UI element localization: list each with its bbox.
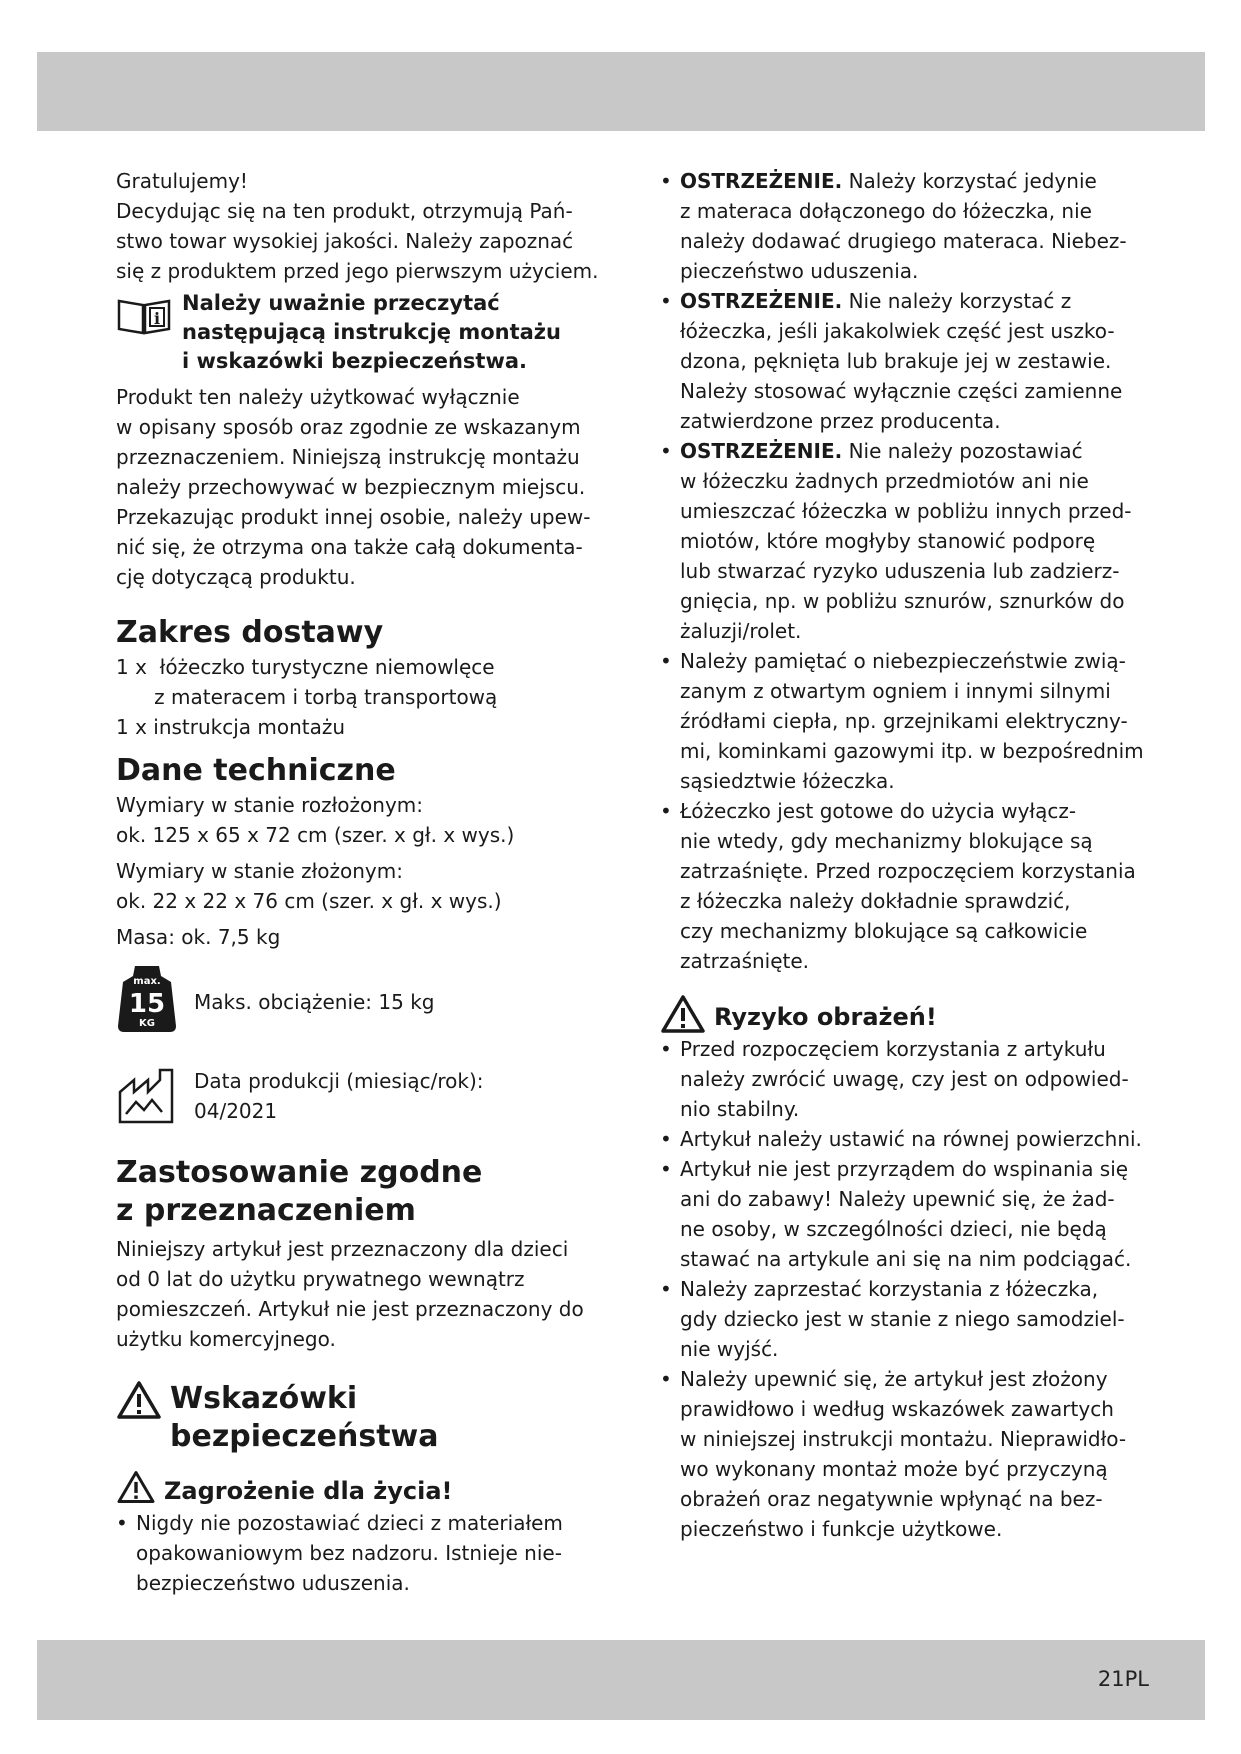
text-line: nie wtedy, gdy mechanizmy blokujące są bbox=[680, 829, 1093, 853]
warning-icon bbox=[116, 1380, 162, 1420]
list-item bbox=[660, 1364, 1150, 1544]
production-label: Data produkcji (miesiąc/rok): bbox=[194, 1069, 484, 1093]
text-line: nio stabilny. bbox=[680, 1097, 800, 1121]
warning-icon bbox=[116, 1470, 156, 1504]
text-line: • Należy zaprzestać korzystania z łóżeczka, bbox=[680, 1277, 1099, 1301]
usage-paragraph bbox=[116, 382, 596, 592]
text-line: w opisany sposób oraz zgodnie ze wskazanym bbox=[116, 415, 581, 439]
text-line: z łóżeczka należy dokładnie sprawdzić, bbox=[680, 889, 1071, 913]
delivery-item: z materacem i torbą transportową bbox=[116, 685, 498, 709]
text-line: prawidłowo i według wskazówek zawartych bbox=[680, 1397, 1114, 1421]
text-line: lub stwarzać ryzyko uduszenia lub zadzierz- bbox=[680, 559, 1120, 583]
heading-line: bezpieczeństwa bbox=[170, 1419, 439, 1454]
intro-paragraph bbox=[116, 166, 599, 286]
list-item bbox=[660, 1124, 1150, 1154]
note-line: następującą instrukcję montażu bbox=[182, 320, 561, 344]
text-line: pomieszczeń. Artykuł nie jest przeznaczony do bbox=[116, 1297, 584, 1321]
intended-use-heading bbox=[116, 1154, 596, 1230]
text-line: zanym z otwartym ogniem i innymi silnymi bbox=[680, 679, 1111, 703]
text-line: ani do zabawy! Należy upewnić się, że żad- bbox=[680, 1187, 1115, 1211]
text-line: źródłami ciepła, np. grzejnikami elektryczny- bbox=[680, 709, 1128, 733]
text-line: Nie należy korzystać z bbox=[848, 289, 1072, 313]
injury-heading bbox=[660, 994, 1150, 1034]
text-line: zatrzaśnięte. bbox=[680, 949, 810, 973]
warning-label: OSTRZEŻENIE. bbox=[680, 289, 843, 313]
text-line: • Przed rozpoczęciem korzystania z artykułu bbox=[680, 1037, 1106, 1061]
text-line: • Artykuł należy ustawić na równej powierzchni. bbox=[680, 1127, 1142, 1151]
text-line: należy przechowywać w bezpiecznym miejscu. bbox=[116, 475, 586, 499]
text-line: użytku komercyjnego. bbox=[116, 1327, 336, 1351]
right-column bbox=[660, 166, 1150, 1544]
text-line: umieszczać łóżeczka w pobliżu innych przed- bbox=[680, 499, 1132, 523]
text-line: od 0 lat do użytku prywatnego wewnątrz bbox=[116, 1267, 525, 1291]
text-line: zatrzaśnięte. Przed rozpoczęciem korzystania bbox=[680, 859, 1136, 883]
text-line: miotów, które mogłyby stanowić podporę bbox=[680, 529, 1096, 553]
heading-line: z przeznaczeniem bbox=[116, 1193, 416, 1228]
text-line: ok. 125 x 65 x 72 cm (szer. x gł. x wys.) bbox=[116, 823, 515, 847]
text-line: nie wyjść. bbox=[680, 1337, 779, 1361]
text-line: w niniejszej instrukcji montażu. Nieprawidło- bbox=[680, 1427, 1127, 1451]
text-line: łóżeczka, jeśli jakakolwiek część jest uszko- bbox=[680, 319, 1115, 343]
intended-use-paragraph bbox=[116, 1234, 596, 1354]
injury-list bbox=[660, 1034, 1150, 1544]
text-line: z materaca dołączonego do łóżeczka, nie bbox=[680, 199, 1092, 223]
text-line: należy zwrócić uwagę, czy jest on odpowied- bbox=[680, 1067, 1129, 1091]
tech-mass: Masa: ok. 7,5 kg bbox=[116, 925, 281, 949]
list-item bbox=[660, 1034, 1150, 1124]
text-line: czy mechanizmy blokujące są całkowicie bbox=[680, 919, 1088, 943]
text-line: • Nigdy nie pozostawiać dzieci z materiałem bbox=[136, 1511, 563, 1535]
warning-list bbox=[660, 166, 1150, 976]
text-line: cję dotyczącą produktu. bbox=[116, 565, 356, 589]
text-line: Wymiary w stanie rozłożonym: bbox=[116, 793, 424, 817]
production-date-row bbox=[116, 1056, 596, 1136]
list-item bbox=[660, 436, 1150, 646]
text-line: zatwierdzone przez producenta. bbox=[680, 409, 1001, 433]
text-line: nić się, że otrzyma ona także całą dokumenta- bbox=[116, 535, 583, 559]
text-line: należy dodawać drugiego materaca. Niebez- bbox=[680, 229, 1127, 253]
delivery-item: 1 x instrukcja montażu bbox=[116, 715, 346, 739]
list-item bbox=[660, 646, 1150, 796]
text-line: • Łóżeczko jest gotowe do użycia wyłącz- bbox=[680, 799, 1077, 823]
max-load-text: Maks. obciążenie: 15 kg bbox=[194, 990, 435, 1014]
delivery-item: 1 x łóżeczko turystyczne niemowlęce bbox=[116, 655, 495, 679]
safety-heading bbox=[116, 1380, 596, 1456]
text-line: • Należy upewnić się, że artykuł jest złożony bbox=[680, 1367, 1108, 1391]
danger-heading-text: Zagrożenie dla życia! bbox=[164, 1477, 453, 1505]
text-line: Gratulujemy! bbox=[116, 169, 248, 193]
text-line: bezpieczeństwo uduszenia. bbox=[136, 1571, 410, 1595]
heading-line: Wskazówki bbox=[170, 1381, 358, 1416]
note-line: Należy uważnie przeczytać bbox=[182, 291, 500, 315]
heading-line: Zastosowanie zgodne bbox=[116, 1155, 483, 1190]
text-line: gdy dziecko jest w stanie z niego samodziel- bbox=[680, 1307, 1125, 1331]
text-line: pieczeństwo i funkcje użytkowe. bbox=[680, 1517, 1003, 1541]
weight-icon-top-text: max. bbox=[133, 976, 161, 987]
text-line: Niniejszy artykuł jest przeznaczony dla dzieci bbox=[116, 1237, 569, 1261]
text-line: stawać na artykule ani się na nim podciągać. bbox=[680, 1247, 1132, 1271]
max-load-row bbox=[116, 962, 596, 1042]
text-line: • Artykuł nie jest przyrządem do wspinania się bbox=[680, 1157, 1129, 1181]
weight-icon-number: 15 bbox=[128, 989, 166, 1019]
list-item bbox=[660, 286, 1150, 436]
text-line: przeznaczeniem. Niniejszą instrukcję montażu bbox=[116, 445, 580, 469]
production-date: 04/2021 bbox=[194, 1099, 278, 1123]
header-band bbox=[37, 52, 1205, 131]
text-line: ok. 22 x 22 x 76 cm (szer. x gł. x wys.) bbox=[116, 889, 502, 913]
text-line: Nie należy pozostawiać bbox=[848, 439, 1083, 463]
warning-icon bbox=[660, 994, 706, 1034]
text-line: stwo towar wysokiej jakości. Należy zapoznać bbox=[116, 229, 574, 253]
danger-heading bbox=[116, 1470, 596, 1506]
text-line: Produkt ten należy użytkować wyłącznie bbox=[116, 385, 520, 409]
left-column bbox=[116, 166, 599, 1598]
text-line: mi, kominkami gazowymi itp. w bezpośrednim bbox=[680, 739, 1144, 763]
svg-text:i: i bbox=[153, 309, 161, 328]
note-line: i wskazówki bezpieczeństwa. bbox=[182, 349, 527, 373]
list-item bbox=[660, 796, 1150, 976]
weight-icon bbox=[116, 962, 178, 1042]
text-line: ne osoby, w szczególności dzieci, nie będą bbox=[680, 1217, 1107, 1241]
text-line: opakowaniowym bez nadzoru. Istnieje nie- bbox=[136, 1541, 562, 1565]
footer-band bbox=[37, 1640, 1205, 1720]
text-line: Wymiary w stanie złożonym: bbox=[116, 859, 403, 883]
text-line: Należy korzystać jedynie bbox=[848, 169, 1097, 193]
list-item bbox=[660, 1154, 1150, 1274]
text-line: Decydując się na ten produkt, otrzymują Pań- bbox=[116, 199, 573, 223]
text-line: w łóżeczku żadnych przedmiotów ani nie bbox=[680, 469, 1089, 493]
danger-list bbox=[116, 1508, 596, 1598]
text-line: pieczeństwo uduszenia. bbox=[680, 259, 919, 283]
text-line: sąsiedztwie łóżeczka. bbox=[680, 769, 895, 793]
text-line: Należy stosować wyłącznie części zamienne bbox=[680, 379, 1123, 403]
weight-icon-unit: KG bbox=[139, 1018, 155, 1029]
delivery-list bbox=[116, 652, 596, 742]
page-number: 21PL bbox=[1097, 1667, 1149, 1691]
text-line: dzona, pęknięta lub brakuje jej w zestawie. bbox=[680, 349, 1112, 373]
text-line: Przekazując produkt innej osobie, należy upew- bbox=[116, 505, 591, 529]
list-item bbox=[660, 166, 1150, 286]
manual-info-icon bbox=[116, 295, 172, 335]
text-line: • Należy pamiętać o niebezpieczeństwie zwią- bbox=[680, 649, 1126, 673]
list-item bbox=[660, 1274, 1150, 1364]
injury-heading-text: Ryzyko obrażeń! bbox=[714, 1003, 937, 1031]
warning-label: OSTRZEŻENIE. bbox=[680, 169, 843, 193]
text-line: żaluzji/rolet. bbox=[680, 619, 802, 643]
production-date-icon bbox=[116, 1056, 178, 1136]
text-line: wo wykonany montaż może być przyczyną bbox=[680, 1457, 1108, 1481]
list-item bbox=[116, 1508, 596, 1598]
warning-label: OSTRZEŻENIE. bbox=[680, 439, 843, 463]
read-instructions-note bbox=[116, 289, 596, 376]
delivery-heading: Zakres dostawy bbox=[116, 615, 384, 650]
tech-dimensions-open bbox=[116, 790, 596, 850]
tech-dimensions-folded bbox=[116, 856, 596, 916]
text-line: gnięcia, np. w pobliżu sznurów, sznurków do bbox=[680, 589, 1125, 613]
text-line: obrażeń oraz negatywnie wpłynąć na bez- bbox=[680, 1487, 1103, 1511]
text-line: się z produktem przed jego pierwszym użyciem. bbox=[116, 259, 599, 283]
tech-heading: Dane techniczne bbox=[116, 753, 396, 788]
